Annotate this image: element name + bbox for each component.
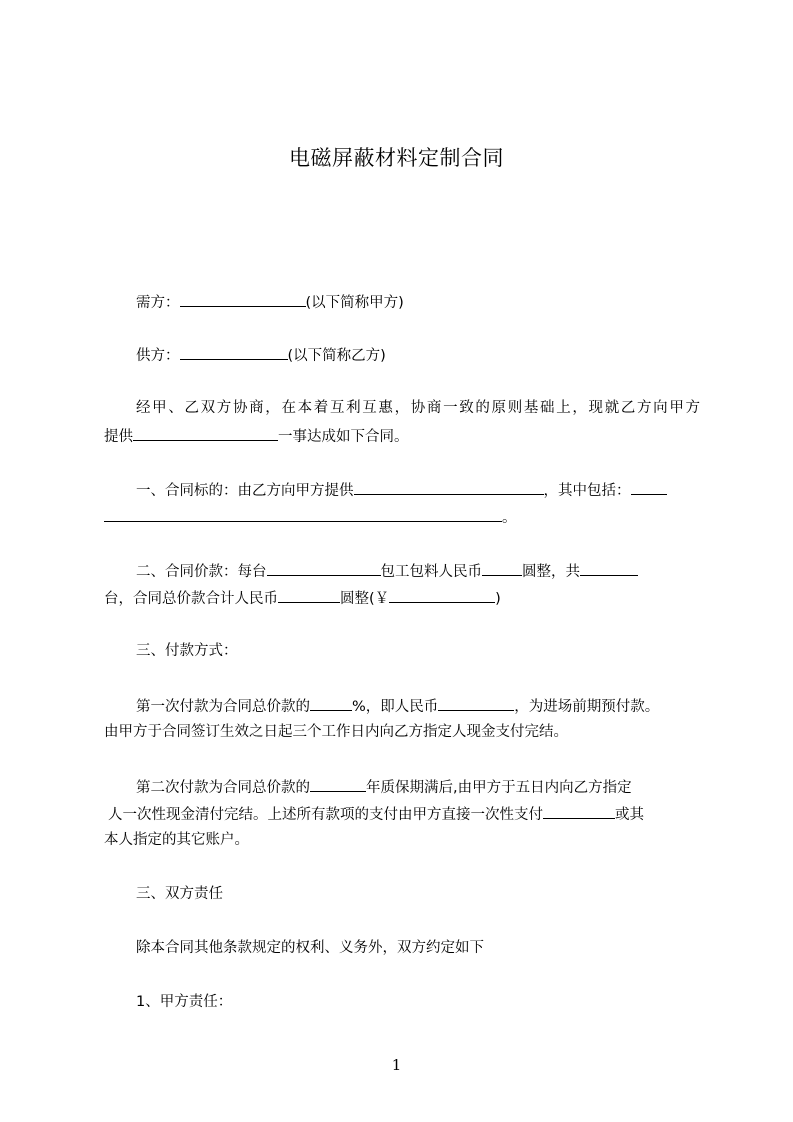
total-yuan-blank[interactable]: [389, 587, 495, 603]
total-rmb-blank[interactable]: [278, 587, 340, 603]
clause1-include-blank-a[interactable]: [631, 479, 667, 495]
seller-blank[interactable]: [180, 344, 288, 360]
clause1-middle: ，其中包括：: [543, 483, 631, 499]
intro-line-1: [136, 398, 700, 418]
intro-blank[interactable]: [133, 425, 278, 441]
buyer-blank[interactable]: [180, 291, 306, 307]
first-payment-a: 第一次付款为合同总价款的: [136, 699, 310, 715]
intro-prefix: 提供: [104, 429, 133, 445]
first-payment-c: ，为进场前期预付款。: [514, 699, 660, 715]
intro-suffix: 一事达成如下合同。: [278, 429, 409, 445]
clause2-prefix: 二、合同价款：每台: [136, 564, 267, 580]
first-payment-b: %，即人民币: [352, 699, 439, 715]
payee-blank[interactable]: [543, 803, 615, 819]
quantity-blank[interactable]: [580, 560, 638, 576]
first-payment-line-2: 由甲方于合同签订生效之日起三个工作日内向乙方指定人现金支付完结。: [104, 724, 568, 740]
clause1-prefix: 一、合同标的：由乙方向甲方提供: [136, 483, 354, 499]
clause2-line-1: [136, 560, 736, 582]
first-rmb-blank[interactable]: [438, 695, 514, 711]
page-title: 电磁屏蔽材料定制合同: [289, 146, 504, 170]
clause3-heading: 三、付款方式：: [136, 643, 238, 659]
page-number: 1: [391, 1056, 402, 1074]
clause2-line2-b: 圆整(￥: [340, 591, 390, 607]
seller-line: [136, 344, 736, 366]
rmb-blank[interactable]: [482, 560, 522, 576]
intro-text-1: 经甲、乙双方协商，在本着互利互惠，协商一致的原则基础上，现就乙方向甲方: [136, 400, 700, 416]
second-payment-a: 第二次付款为合同总价款的: [136, 780, 310, 796]
clause1-include-blank-b[interactable]: [104, 506, 502, 522]
second-payment-line-3: 本人指定的其它账户。: [104, 832, 249, 848]
clause1-line-2: [104, 506, 704, 528]
unit-price-blank[interactable]: [267, 560, 381, 576]
second-payment-line-2: [108, 803, 708, 825]
seller-suffix: (以下简称乙方): [287, 348, 386, 364]
second-payment-line2-b: 或其: [615, 807, 644, 823]
first-payment-line-1: [136, 695, 736, 717]
seller-label: 供方：: [136, 348, 180, 364]
second-payment-line2-a: 人一次性现金清付完结。上述所有款项的支付由甲方直接一次性支付: [108, 807, 543, 823]
clause2-line-2: [104, 587, 704, 609]
clause1-end: 。: [502, 510, 517, 526]
buyer-suffix: (以下简称甲方): [305, 295, 404, 311]
clause4-sub1: 1、甲方责任：: [136, 994, 233, 1010]
clause2-line2-end: ): [495, 591, 501, 607]
clause1-line-1: [136, 479, 736, 501]
second-percent-blank[interactable]: [310, 776, 366, 792]
second-payment-b: 年质保期满后,由甲方于五日内向乙方指定: [366, 780, 632, 796]
second-payment-line-1: [136, 776, 736, 798]
buyer-label: 需方：: [136, 295, 180, 311]
clause2-text-a: 包工包料人民币: [380, 564, 482, 580]
first-percent-blank[interactable]: [310, 695, 352, 711]
clause2-line2-a: 台，合同总价款合计人民币: [104, 591, 278, 607]
clause2-text-b: 圆整，共: [522, 564, 580, 580]
clause4-intro: 除本合同其他条款规定的权利、义务外，双方约定如下: [136, 940, 484, 956]
clause4-heading: 三、双方责任: [136, 886, 223, 902]
intro-line-2: [104, 425, 704, 447]
clause1-subject-blank[interactable]: [354, 479, 544, 495]
buyer-line: [136, 291, 736, 313]
